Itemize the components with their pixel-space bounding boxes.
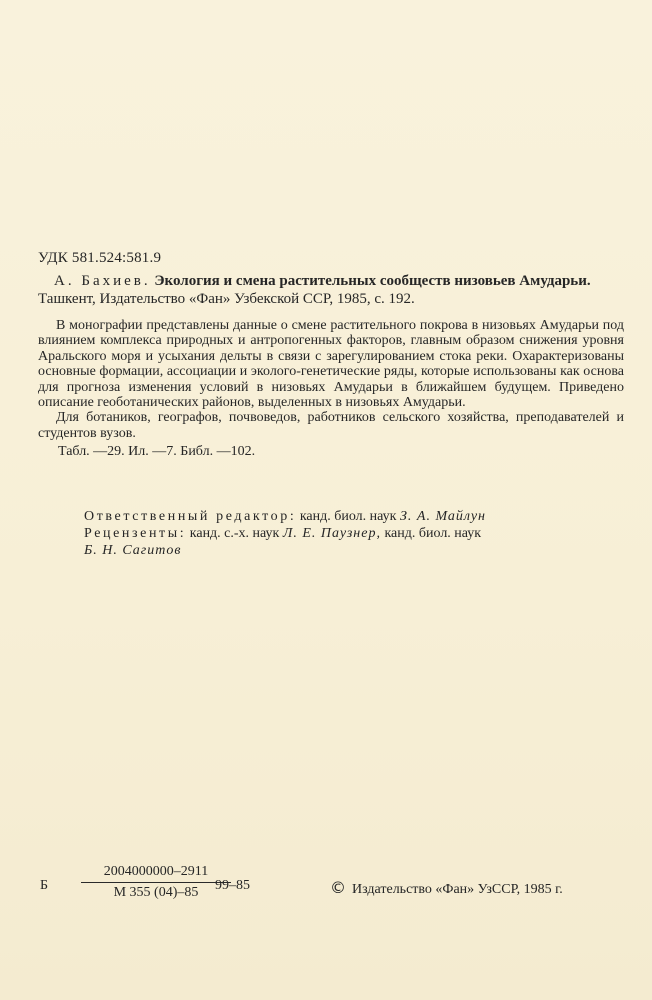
reviewer2-row xyxy=(84,542,624,559)
index-denominator: М 355 (04)–85 xyxy=(113,885,199,900)
copyright-icon: © xyxy=(330,878,346,897)
book-title: Экология и смена растительных сообществ низовьев Амударьи. xyxy=(154,273,591,289)
reviewers-row xyxy=(84,525,624,542)
author-name: А. Бахиев. xyxy=(54,273,151,289)
editor-label: Ответственный редактор: xyxy=(84,509,297,524)
editor-row xyxy=(84,508,624,525)
reviewer2-name: Б. Н. Сагитов xyxy=(84,543,182,558)
reviewer2-degree: канд. биол. наук xyxy=(384,526,482,541)
index-code: 99–85 xyxy=(215,878,250,893)
abstract xyxy=(38,318,624,441)
abstract-paragraph: В монографии представлены данные о смене растительного покрова в низовьях Амударьи под влиянием комплекса природных и антропогенных факторов, главным образом снижения уровня Аральского моря и усыхания дельты в связи с зарегулированием стока реки. Охарактеризованы основные формации, ассоциации и эколого-генетические ряды, которые использованы как основа для прогноза изменения условий в низовьях Амударьи в ближайшем будущем. Приведено описание геоботанических районов, выделенных в низовьях Амударьи. xyxy=(38,318,624,411)
index-fraction xyxy=(76,864,236,901)
reviewer1-degree: канд. с.-х. наук xyxy=(189,526,280,541)
imprint: Ташкент, Издательство «Фан» Узбекской ССР, 1985, с. 192. xyxy=(38,291,415,307)
editor-degree: канд. биол. наук xyxy=(299,509,397,524)
editor-name: З. А. Майлун xyxy=(399,509,486,524)
credits xyxy=(84,508,624,559)
stats-line: Табл. —29. Ил. —7. Библ. —102. xyxy=(58,444,256,459)
udk-code: УДК 581.524:581.9 xyxy=(38,250,162,266)
bibliographic-citation xyxy=(38,272,624,308)
copyright-notice xyxy=(330,878,563,898)
copyright-text: Издательство «Фан» УзССР, 1985 г. xyxy=(352,882,563,897)
reviewer1-name: Л. Е. Паузнер, xyxy=(282,526,381,541)
reviewers-label: Рецензенты: xyxy=(84,526,187,541)
index-letter: Б xyxy=(40,878,49,893)
imprint-footer xyxy=(40,864,632,914)
index-numerator: 2004000000–2911 xyxy=(103,864,209,879)
audience-paragraph: Для ботаников, географов, почвоведов, работников сельского хозяйства, преподавателей и студентов вузов. xyxy=(38,410,624,441)
